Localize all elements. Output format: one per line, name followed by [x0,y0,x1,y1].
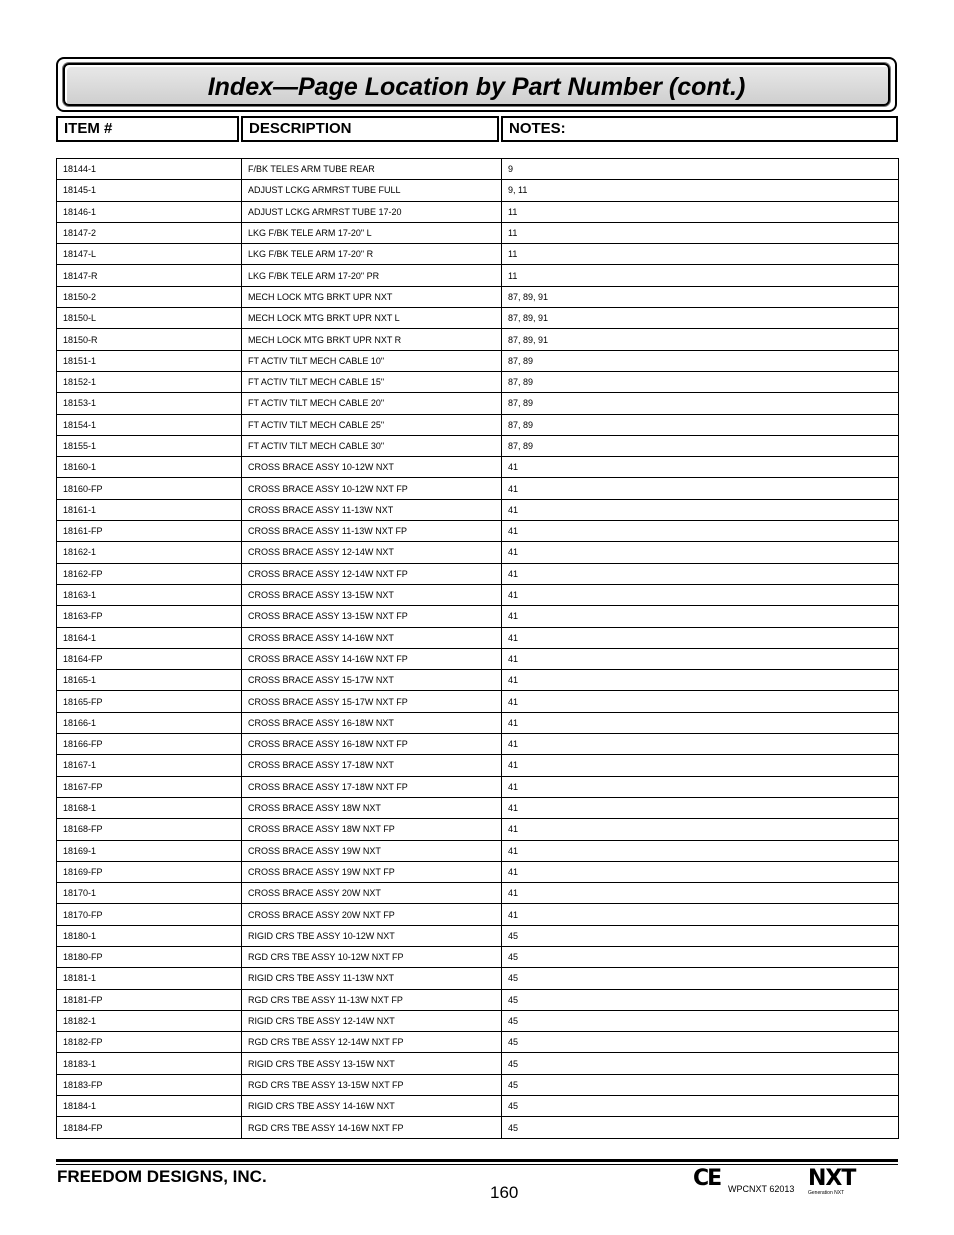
notes-cell: 41 [502,712,899,733]
description-cell: CROSS BRACE ASSY 20W NXT [242,883,502,904]
table-row [57,670,899,691]
notes-cell: 41 [502,670,899,691]
table-row [57,968,899,989]
table-row [57,478,899,499]
parts-index-table-body [57,159,899,1139]
item-number-cell: 18150-R [57,329,242,350]
item-number-cell: 18181-FP [57,989,242,1010]
table-row [57,1010,899,1031]
description-cell: CROSS BRACE ASSY 19W NXT [242,840,502,861]
description-cell: RGD CRS TBE ASSY 12-14W NXT FP [242,1032,502,1053]
notes-cell: 45 [502,989,899,1010]
item-number-cell: 18163-1 [57,584,242,605]
notes-cell: 41 [502,584,899,605]
description-cell: CROSS BRACE ASSY 20W NXT FP [242,904,502,925]
table-row [57,776,899,797]
description-cell: CROSS BRACE ASSY 17-18W NXT [242,755,502,776]
table-row [57,499,899,520]
table-row [57,734,899,755]
description-cell: ADJUST LCKG ARMRST TUBE FULL [242,180,502,201]
table-row [57,840,899,861]
description-cell: RGD CRS TBE ASSY 11-13W NXT FP [242,989,502,1010]
item-number-cell: 18151-1 [57,350,242,371]
notes-cell: 87, 89 [502,350,899,371]
notes-cell: 41 [502,797,899,818]
item-number-cell: 18166-1 [57,712,242,733]
description-cell: RIGID CRS TBE ASSY 14-16W NXT [242,1096,502,1117]
item-number-cell: 18161-1 [57,499,242,520]
table-row [57,797,899,818]
table-row [57,1053,899,1074]
item-number-cell: 18153-1 [57,393,242,414]
item-number-cell: 18163-FP [57,606,242,627]
notes-cell: 41 [502,627,899,648]
item-number-cell: 18181-1 [57,968,242,989]
description-cell: CROSS BRACE ASSY 18W NXT [242,797,502,818]
column-header-description: DESCRIPTION [241,116,499,142]
notes-cell: 41 [502,776,899,797]
table-row [57,904,899,925]
description-cell: CROSS BRACE ASSY 16-18W NXT FP [242,734,502,755]
item-number-cell: 18154-1 [57,414,242,435]
description-cell: CROSS BRACE ASSY 12-14W NXT [242,542,502,563]
description-cell: F/BK TELES ARM TUBE REAR [242,159,502,180]
table-row [57,414,899,435]
description-cell: CROSS BRACE ASSY 13-15W NXT FP [242,606,502,627]
nxt-logo-subtext: Generation NXT [808,1190,845,1196]
notes-cell: 9 [502,159,899,180]
description-cell: LKG F/BK TELE ARM 17-20" PR [242,265,502,286]
table-row [57,457,899,478]
notes-cell: 41 [502,819,899,840]
table-row [57,1096,899,1117]
table-row [57,1032,899,1053]
description-cell: FT ACTIV TILT MECH CABLE 25" [242,414,502,435]
table-row [57,308,899,329]
description-cell: FT ACTIV TILT MECH CABLE 30" [242,435,502,456]
item-number-cell: 18170-1 [57,883,242,904]
item-number-cell: 18147-2 [57,222,242,243]
description-cell: RGD CRS TBE ASSY 13-15W NXT FP [242,1074,502,1095]
item-number-cell: 18184-1 [57,1096,242,1117]
item-number-cell: 18144-1 [57,159,242,180]
notes-cell: 87, 89, 91 [502,308,899,329]
notes-cell: 87, 89, 91 [502,286,899,307]
item-number-cell: 18165-1 [57,670,242,691]
description-cell: RIGID CRS TBE ASSY 13-15W NXT [242,1053,502,1074]
description-cell: CROSS BRACE ASSY 15-17W NXT [242,670,502,691]
notes-cell: 9, 11 [502,180,899,201]
table-row [57,393,899,414]
table-row [57,861,899,882]
item-number-cell: 18150-2 [57,286,242,307]
document-reference: WPCNXT 62013 [728,1184,795,1194]
description-cell: CROSS BRACE ASSY 14-16W NXT [242,627,502,648]
description-cell: FT ACTIV TILT MECH CABLE 15" [242,371,502,392]
item-number-cell: 18168-FP [57,819,242,840]
notes-cell: 41 [502,606,899,627]
table-row [57,819,899,840]
table-row [57,606,899,627]
notes-cell: 87, 89 [502,371,899,392]
title-banner [56,57,897,112]
item-number-cell: 18150-L [57,308,242,329]
notes-cell: 41 [502,457,899,478]
item-number-cell: 18182-FP [57,1032,242,1053]
footer-rule-thin [56,1164,898,1165]
table-row [57,542,899,563]
description-cell: RIGID CRS TBE ASSY 12-14W NXT [242,1010,502,1031]
description-cell: CROSS BRACE ASSY 17-18W NXT FP [242,776,502,797]
company-name: FREEDOM DESIGNS, INC. [57,1167,267,1186]
notes-cell: 41 [502,521,899,542]
description-cell: CROSS BRACE ASSY 13-15W NXT [242,584,502,605]
notes-cell: 41 [502,691,899,712]
notes-cell: 87, 89 [502,435,899,456]
notes-cell: 45 [502,1053,899,1074]
item-number-cell: 18161-FP [57,521,242,542]
item-number-cell: 18164-1 [57,627,242,648]
notes-cell: 41 [502,755,899,776]
table-row [57,1117,899,1138]
item-number-cell: 18146-1 [57,201,242,222]
description-cell: ADJUST LCKG ARMRST TUBE 17-20 [242,201,502,222]
description-cell: FT ACTIV TILT MECH CABLE 10" [242,350,502,371]
item-number-cell: 18160-FP [57,478,242,499]
table-row [57,244,899,265]
table-row [57,521,899,542]
description-cell: CROSS BRACE ASSY 11-13W NXT [242,499,502,520]
item-number-cell: 18169-FP [57,861,242,882]
notes-cell: 45 [502,946,899,967]
item-number-cell: 18183-1 [57,1053,242,1074]
table-row [57,584,899,605]
item-number-cell: 18162-FP [57,563,242,584]
item-number-cell: 18162-1 [57,542,242,563]
item-number-cell: 18164-FP [57,648,242,669]
table-row [57,712,899,733]
item-number-cell: 18155-1 [57,435,242,456]
notes-cell: 41 [502,563,899,584]
description-cell: CROSS BRACE ASSY 14-16W NXT FP [242,648,502,669]
parts-index-table [56,158,899,1139]
notes-cell: 45 [502,925,899,946]
item-number-cell: 18180-1 [57,925,242,946]
nxt-logo [808,1168,858,1202]
item-number-cell: 18147-R [57,265,242,286]
notes-cell: 41 [502,734,899,755]
description-cell: CROSS BRACE ASSY 15-17W NXT FP [242,691,502,712]
table-row [57,222,899,243]
item-number-cell: 18183-FP [57,1074,242,1095]
table-row [57,1074,899,1095]
description-cell: MECH LOCK MTG BRKT UPR NXT R [242,329,502,350]
table-row [57,350,899,371]
notes-cell: 11 [502,265,899,286]
ce-mark-icon: CE [693,1166,721,1191]
item-number-cell: 18145-1 [57,180,242,201]
description-cell: CROSS BRACE ASSY 10-12W NXT [242,457,502,478]
notes-cell: 41 [502,861,899,882]
table-row [57,755,899,776]
description-cell: LKG F/BK TELE ARM 17-20" R [242,244,502,265]
table-row [57,286,899,307]
notes-cell: 41 [502,840,899,861]
description-cell: LKG F/BK TELE ARM 17-20" L [242,222,502,243]
item-number-cell: 18152-1 [57,371,242,392]
column-header-item: ITEM # [56,116,239,142]
title-banner-inner [63,63,890,106]
notes-cell: 45 [502,1032,899,1053]
item-number-cell: 18170-FP [57,904,242,925]
table-row [57,691,899,712]
table-row [57,627,899,648]
description-cell: RIGID CRS TBE ASSY 11-13W NXT [242,968,502,989]
item-number-cell: 18184-FP [57,1117,242,1138]
item-number-cell: 18180-FP [57,946,242,967]
description-cell: CROSS BRACE ASSY 11-13W NXT FP [242,521,502,542]
notes-cell: 45 [502,1096,899,1117]
footer-rule-thick [56,1159,898,1162]
item-number-cell: 18147-L [57,244,242,265]
notes-cell: 45 [502,968,899,989]
description-cell: CROSS BRACE ASSY 12-14W NXT FP [242,563,502,584]
notes-cell: 41 [502,478,899,499]
notes-cell: 41 [502,648,899,669]
page-number: 160 [490,1183,519,1202]
notes-cell: 41 [502,499,899,520]
page-title: Index—Page Location by Part Number (cont.) [207,73,746,101]
item-number-cell: 18182-1 [57,1010,242,1031]
notes-cell: 87, 89 [502,393,899,414]
notes-cell: 11 [502,244,899,265]
table-row [57,201,899,222]
table-row [57,946,899,967]
table-row [57,159,899,180]
description-cell: CROSS BRACE ASSY 19W NXT FP [242,861,502,882]
description-cell: RIGID CRS TBE ASSY 10-12W NXT [242,925,502,946]
table-row [57,329,899,350]
notes-cell: 11 [502,201,899,222]
description-cell: MECH LOCK MTG BRKT UPR NXT L [242,308,502,329]
description-cell: CROSS BRACE ASSY 10-12W NXT FP [242,478,502,499]
notes-cell: 41 [502,542,899,563]
item-number-cell: 18165-FP [57,691,242,712]
item-number-cell: 18169-1 [57,840,242,861]
notes-cell: 11 [502,222,899,243]
notes-cell: 45 [502,1117,899,1138]
description-cell: CROSS BRACE ASSY 18W NXT FP [242,819,502,840]
table-row [57,989,899,1010]
description-cell: CROSS BRACE ASSY 16-18W NXT [242,712,502,733]
table-row [57,563,899,584]
notes-cell: 41 [502,883,899,904]
notes-cell: 41 [502,904,899,925]
description-cell: FT ACTIV TILT MECH CABLE 20" [242,393,502,414]
table-row [57,371,899,392]
notes-cell: 45 [502,1010,899,1031]
table-row [57,648,899,669]
table-row [57,883,899,904]
nxt-logo-text: NXT [808,1166,856,1191]
item-number-cell: 18168-1 [57,797,242,818]
table-row [57,265,899,286]
description-cell: RGD CRS TBE ASSY 10-12W NXT FP [242,946,502,967]
item-number-cell: 18167-1 [57,755,242,776]
item-number-cell: 18166-FP [57,734,242,755]
notes-cell: 87, 89, 91 [502,329,899,350]
column-header-row [56,116,897,142]
description-cell: RGD CRS TBE ASSY 14-16W NXT FP [242,1117,502,1138]
item-number-cell: 18160-1 [57,457,242,478]
table-row [57,925,899,946]
notes-cell: 45 [502,1074,899,1095]
table-row [57,435,899,456]
description-cell: MECH LOCK MTG BRKT UPR NXT [242,286,502,307]
table-row [57,180,899,201]
item-number-cell: 18167-FP [57,776,242,797]
column-header-notes: NOTES: [501,116,898,142]
notes-cell: 87, 89 [502,414,899,435]
